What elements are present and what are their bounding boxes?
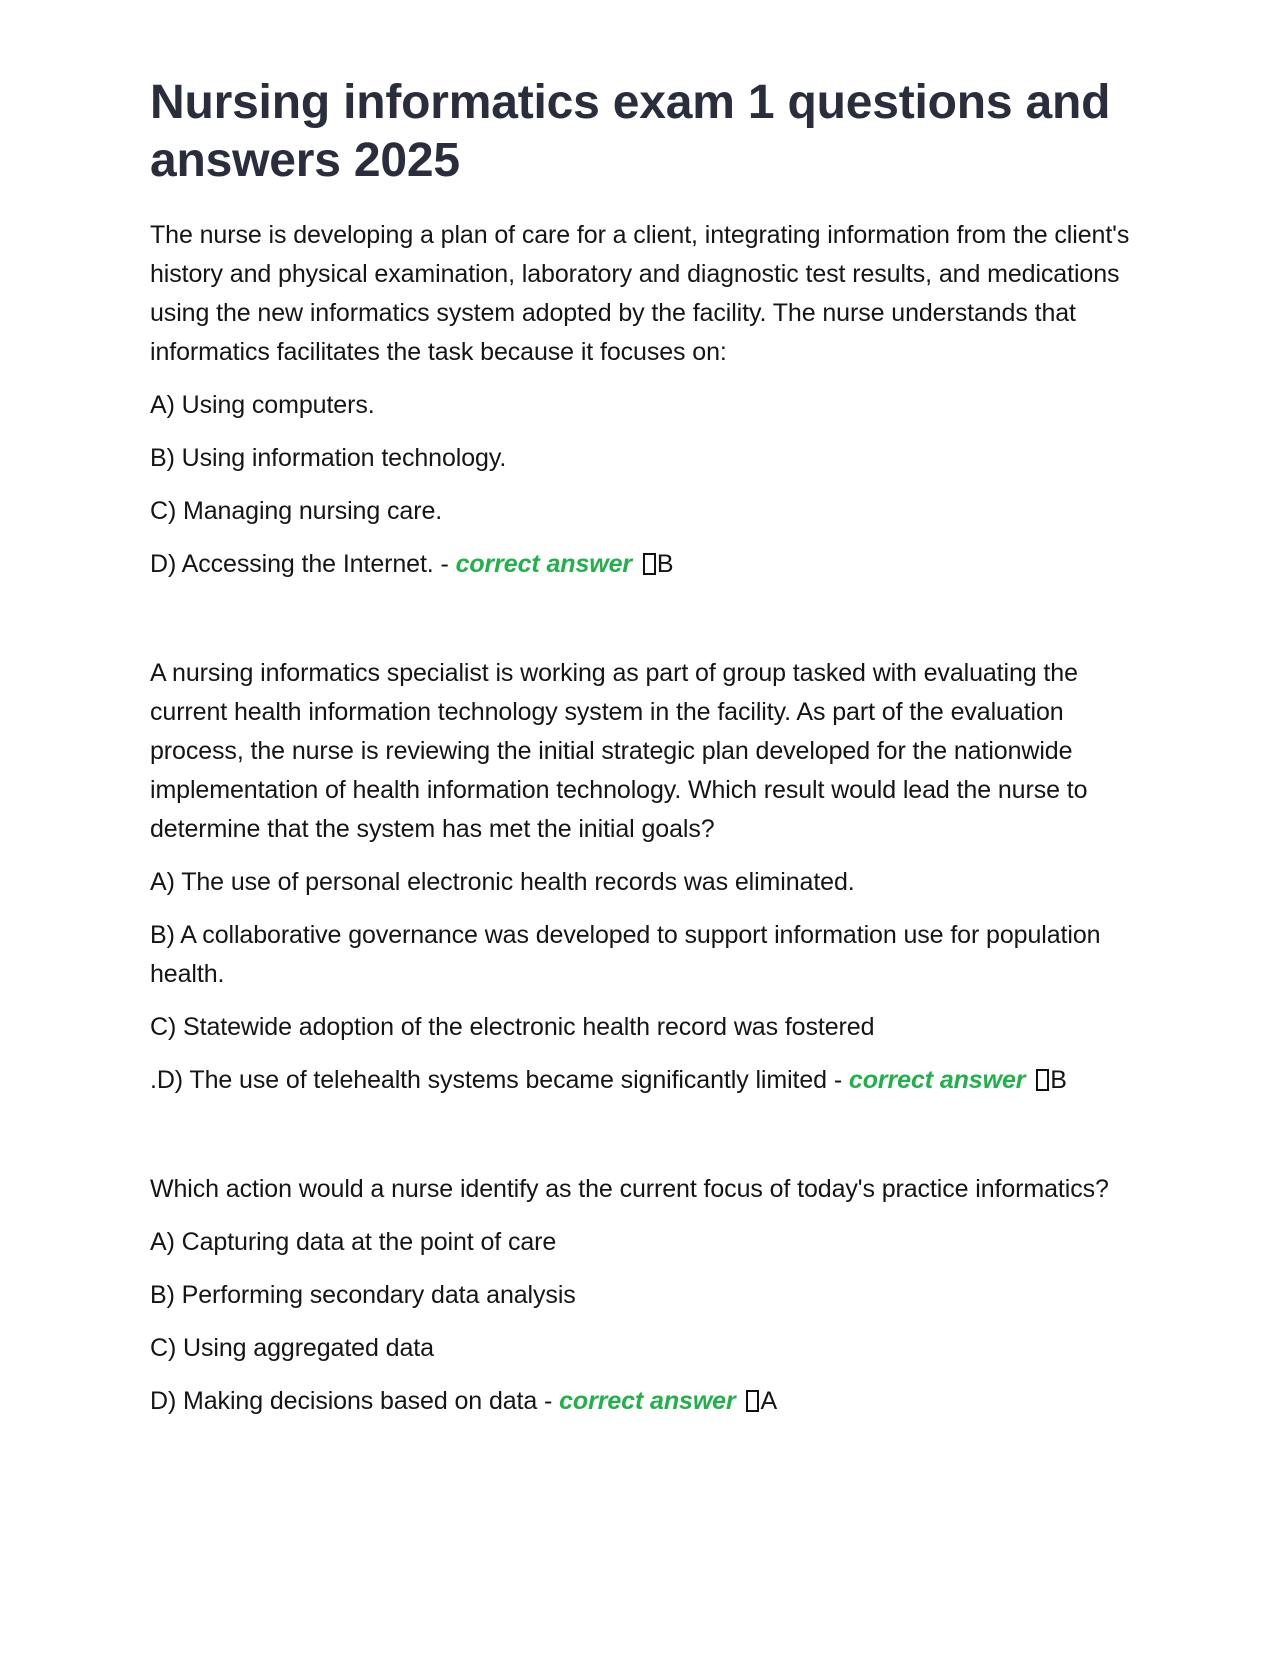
question-text: Which action would a nurse identify as the current focus of today's practice informatics?	[150, 1175, 1109, 1203]
option-c: C) Managing nursing care.	[150, 497, 443, 525]
answer-letter: B	[1050, 1066, 1067, 1094]
question-block-1	[150, 216, 1130, 584]
option-d: D) Accessing the Internet. -	[150, 550, 456, 578]
option-a: A) Capturing data at the point of care	[150, 1228, 557, 1256]
document-title: Nursing informatics exam 1 questions and answers 2025	[150, 76, 1111, 187]
question-block-2	[150, 654, 1130, 1100]
option-c: C) Statewide adoption of the electronic health record was fostered	[150, 1013, 875, 1041]
spacer	[150, 1114, 1130, 1170]
option-c: C) Using aggregated data	[150, 1334, 434, 1362]
missing-glyph-box-icon	[643, 553, 656, 575]
question-text: The nurse is developing a plan of care for a client, integrating information from the client's history and physical examination, laboratory and diagnostic test results, and medications using the new informatics system adopted by the facility. The nurse understands that informatics facilitates the task because it focuses on:	[150, 221, 1130, 366]
missing-glyph-box-icon	[1036, 1069, 1049, 1091]
option-d-with-answer	[150, 1382, 1130, 1421]
option-d: .D) The use of telehealth systems became significantly limited -	[150, 1066, 849, 1094]
correct-answer-label: correct answer	[455, 550, 633, 578]
missing-glyph-box-icon	[746, 1390, 759, 1412]
option-b: B) A collaborative governance was developed to support information use for population health.	[150, 921, 1101, 988]
option-d: D) Making decisions based on data -	[150, 1387, 560, 1415]
document-page	[150, 74, 1130, 1435]
correct-answer-label: correct answer	[848, 1066, 1026, 1094]
question-block-3	[150, 1170, 1130, 1421]
option-b: B) Performing secondary data analysis	[150, 1281, 576, 1309]
option-d-with-answer	[150, 1061, 1130, 1100]
correct-answer-label: correct answer	[559, 1387, 736, 1415]
spacer	[150, 598, 1130, 654]
option-a: A) The use of personal electronic health records was eliminated.	[150, 868, 855, 896]
answer-letter: B	[656, 550, 674, 578]
option-d-with-answer	[150, 545, 1130, 584]
option-b: B) Using information technology.	[150, 444, 507, 472]
question-text: A nursing informatics specialist is working as part of group tasked with evaluating the current health information technology system in the facility. As part of the evaluation process, the nurse is reviewing the initial strategic plan developed for the nationwide implementation of health information technology. Which result would lead the nurse to determine that the system has met the initial goals?	[150, 659, 1088, 843]
answer-letter: A	[760, 1387, 778, 1415]
option-a: A) Using computers.	[150, 391, 375, 419]
